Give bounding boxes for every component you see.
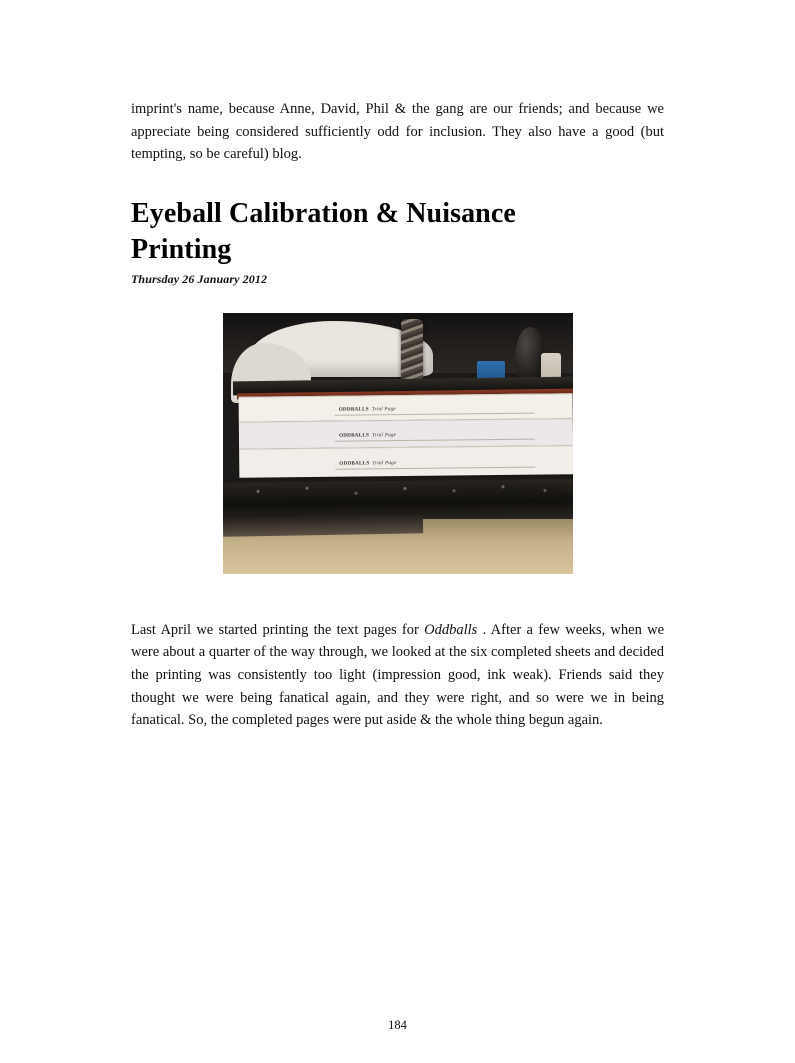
photo-spring [401,319,423,383]
post-date: Thursday 26 January 2012 [131,271,268,286]
photo-sheet-label-subtitle: Trial Page [371,405,396,413]
photo-paper-stack [238,393,572,484]
photo-sheet [238,418,572,448]
photo-sheet-label-title: ODDBALLS [338,406,369,413]
photo-sheet-label [338,406,395,413]
photo-sheet [239,445,573,477]
page-content [131,98,664,732]
figure-container [131,313,664,579]
intro-paragraph: imprint's name, because Anne, David, Phil & the gang are our friends; and because we appreciate being considered sufficiently odd for inclusion. They also have a good (but tempting, so be careful) blog. [131,101,664,163]
photo-sheet-label [339,460,396,467]
photo-sheet-label-subtitle: Trial Page [371,459,396,467]
body-paragraph [131,619,664,732]
photo-sheet-label-title: ODDBALLS [338,460,369,467]
body-text-part1: Last April we started printing the text pages for [131,621,425,638]
photo-sheet-label [338,432,395,439]
body-text-part2: . After a few weeks, when we were about a quarter of the way through, we looked at the six completed sheets and decided the printing was consistently too light (impression good, ink weak). Friends said they thought we were being fanatical again, and they were right, and so were we in being fanatical. So, the completed pages were put aside & the whole thing begun again. [131,621,665,729]
photo-sheet-label-title: ODDBALLS [338,432,369,439]
post-title: Eyeball Calibration & Nuisance Printing [131,197,516,265]
photo-sheet [238,393,572,421]
page-number: 184 [388,1018,407,1032]
body-text-italic: Oddballs [424,621,478,638]
photo-bench-shadow [223,511,423,536]
press-photo [223,313,573,574]
photo-sheet-label-subtitle: Trial Page [371,431,396,439]
